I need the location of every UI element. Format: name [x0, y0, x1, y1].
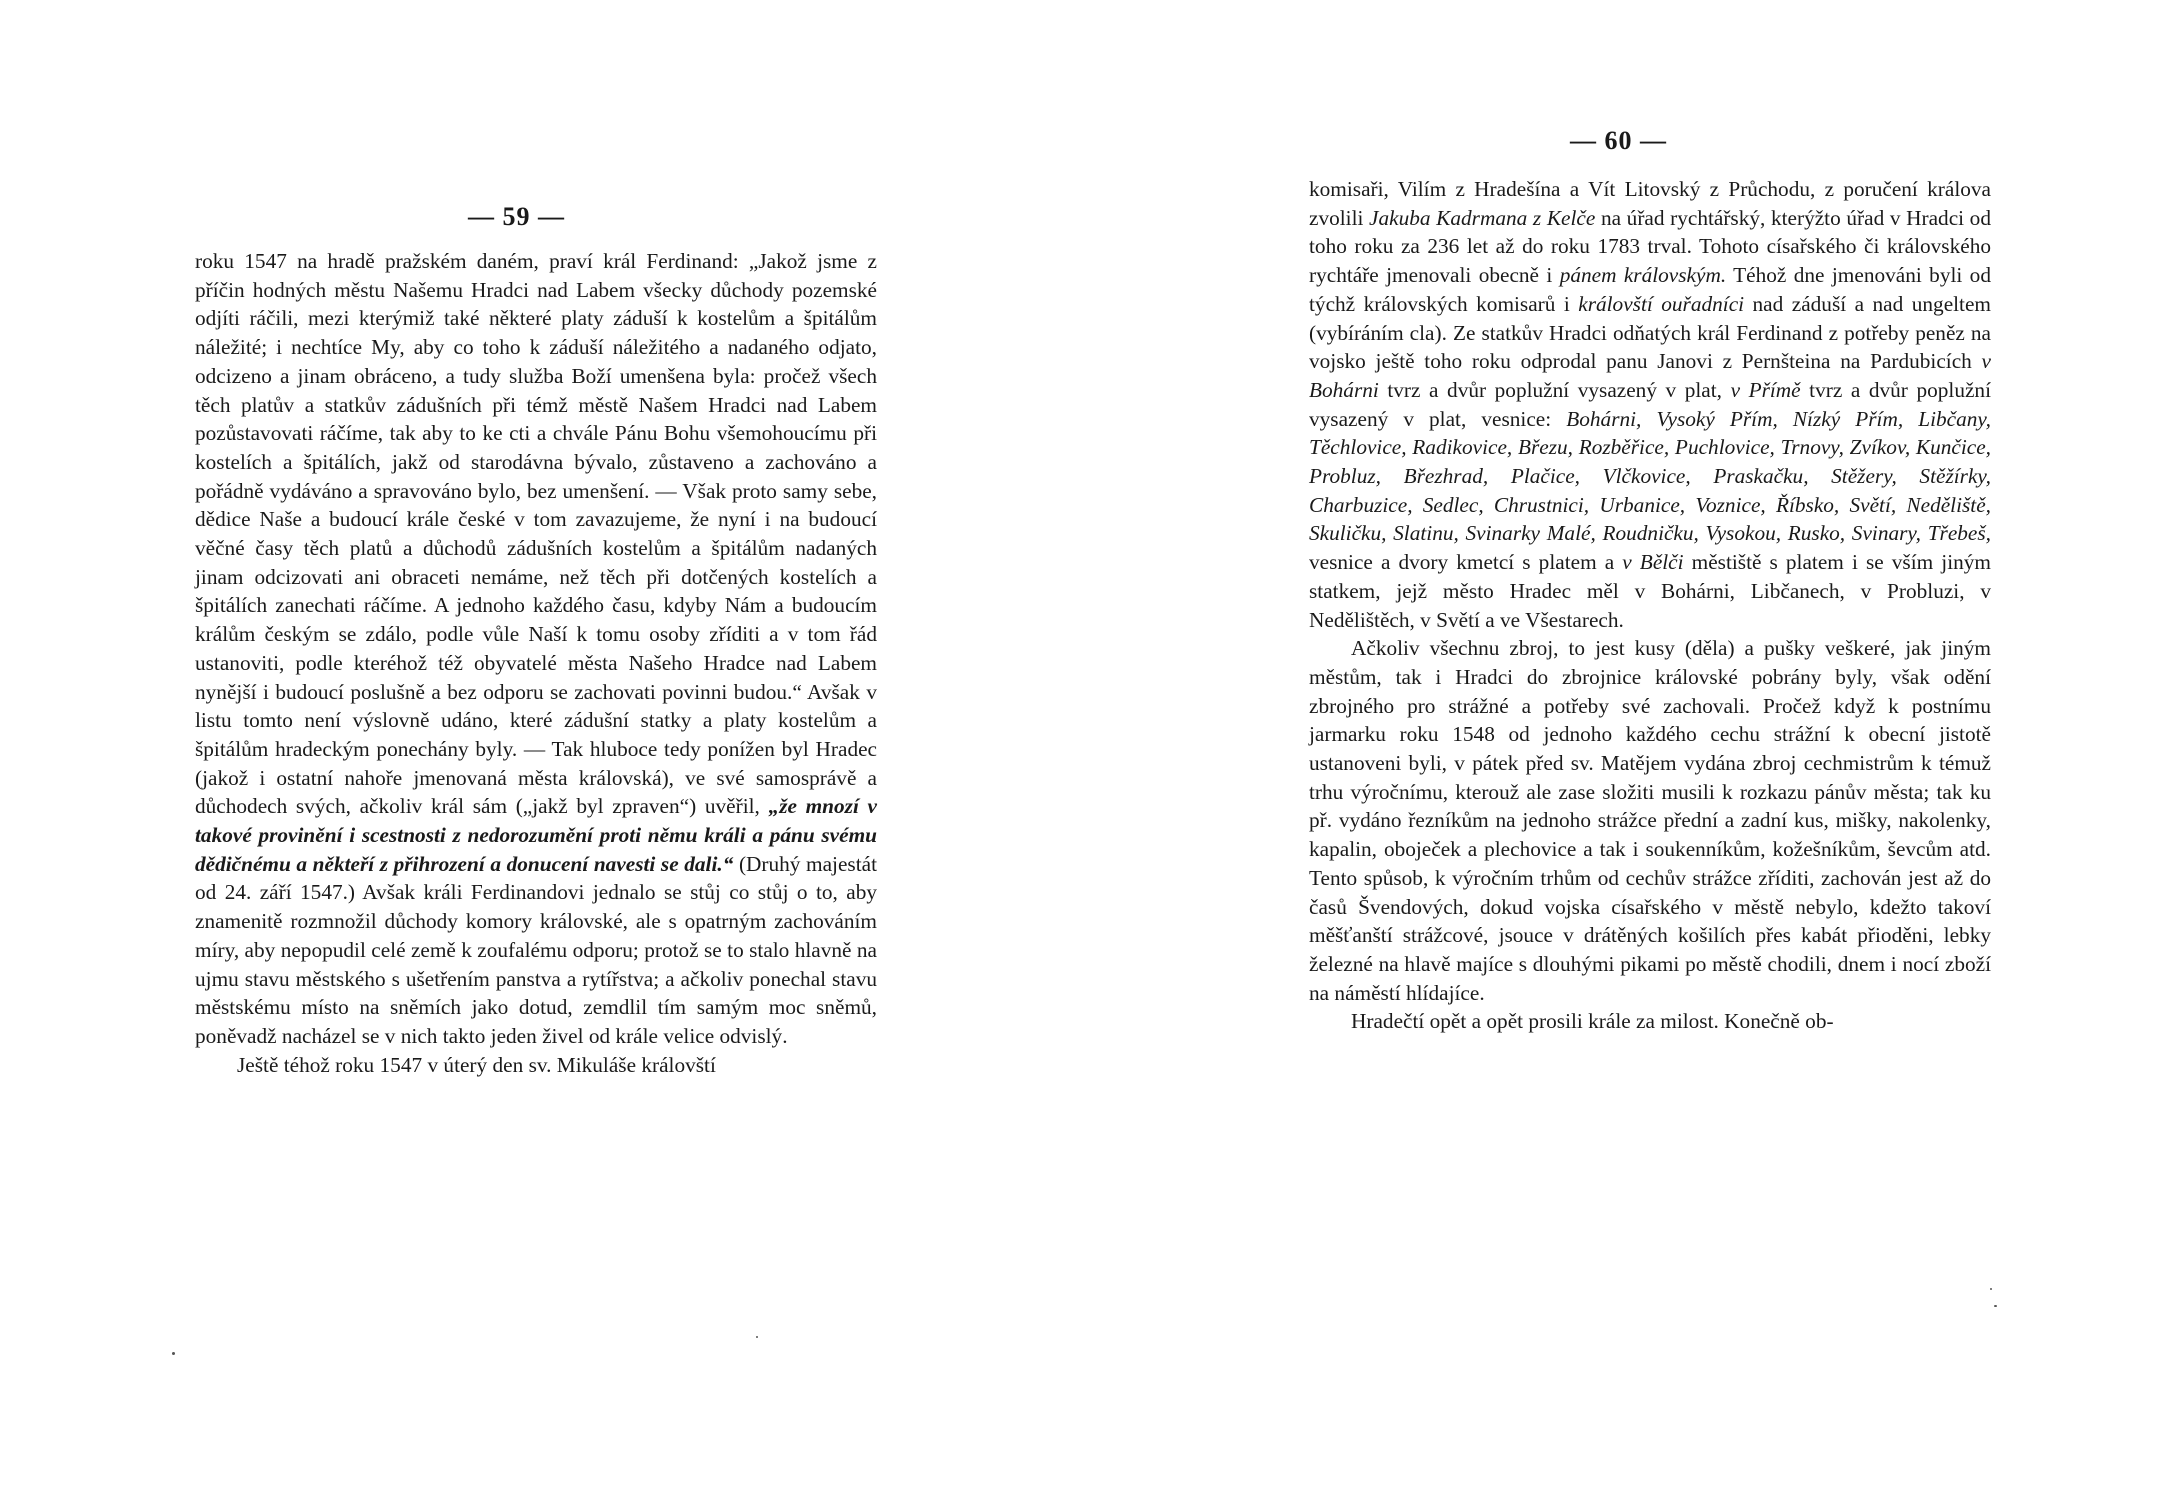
- scan-speck: [1990, 1288, 1992, 1290]
- left-page-text: [195, 247, 877, 1079]
- page-number-60: — 60 —: [1570, 126, 1667, 155]
- page-number-59: — 59 —: [468, 202, 565, 231]
- text-segment: královští ouřadníci: [1578, 291, 1745, 316]
- paragraph: [195, 1051, 877, 1080]
- text-segment: v Přímě: [1730, 377, 1801, 402]
- text-segment: Hradečtí opět a opět prosili krále za milost. Konečně ob-: [1351, 1009, 1834, 1034]
- text-segment: Ačkoliv všechnu zbroj, to jest kusy (děla) a pušky veškeré, jak jiným městům, tak i Hradci do zbrojnice královské pobrány byly, však odění zbrojného pro strážné a potřeby své zachovali. Pročež když k postnímu jarmarku roku 1548 od jednoho každého cechu strážní k obecní jistotě ustanoveni byli, v pátek před sv. Matějem vydána zbroj cechmistrům k témuž trhu výročnímu, kterouž ale zase složiti musili k rozkazu pánův města; tak ku př. vydáno řezníkům na jednoho strážce přední a zadní kus, mišky, nakolenky, kapalin, oboječek a plechovice a tak i soukenníkům, kožešníkům, ševcům atd. Tento spůsob, k výročním trhům od cechův strážce zříditi, zachován jest až do časů Švendových, dokud vojska císařského v městě nebylo, kdežto takoví měšťanští strážcové, jsouce v drátěných košilích přes kabát přioděni, lebky železné na hlavě majíce s dlouhými pikami po městě chodili, dnem i nocí zboží na náměstí hlídajíce.: [1309, 636, 1991, 1005]
- text-segment: roku 1547 na hradě pražském daném, praví král Ferdinand: „Jakož jsme z příčin hodných městu Našemu Hradci nad Labem všecky důchody pozemské odjíti ráčili, mezi kterýmiž také některé platy záduší k kostelům a špitálům náležité; i nechtíce My, aby co toho k záduší náležitého a nadaného odjato, odcizeno a jinam obráceno, a tudy služba Boží umenšena byla: pročež všech těch platův a statkův zádušních při témž městě Našem Hradci nad Labem pozůstavovati ráčíme, tak aby to ke cti a chvále Pánu Bohu všemohoucímu při kostelích a špitálích, jakž od starodávna bývalo, zůstaveno a zachováno a pořádně vydáváno a spravováno bylo, bez umenšení. — Však proto samy sebe, dědice Naše a budoucí krále české v tom zavazujeme, že nyní i na budoucí věčné časy těch platů a důchodů zádušních kostelům a špitálům nadaných jinam odcizovati ani obraceti nemáme, než těch při dotčených kostelích a špitálích zanechati ráčíme. A jednoho každého času, kdyby Nám a budoucím králům českým se zdálo, podle vůle Naší k tomu osoby zříditi a v tom řád ustanoviti, podle kteréhož též obyvatelé města Našeho Hradce nad Labem nynější i budoucí poslušně a bez odporu se zachovati povinni budou.“ Avšak v listu tomto není výslovně udáno, které zádušní statky a platy kostelům a špitálům hradeckým ponechány byly. — Tak hluboce tedy ponížen byl Hradec (jakož i ostatní nahoře jmenovaná města královská), ve své samosprávě a důchodech svých, ačkoliv král sám („jakž byl zpraven“) uvěřil,: [195, 249, 877, 819]
- text-segment: „že mnozí v takové provinění i scestnosti z nedorozumění proti němu králi a pánu svému dědičnému a někteří z přihrození a donucení navesti se dali.“: [195, 794, 877, 876]
- right-page: [1083, 0, 2166, 1500]
- scan-speck: [1994, 1305, 1997, 1307]
- paragraph: [1309, 634, 1991, 1007]
- text-segment: Jakuba Kadrmana z Kelče: [1369, 205, 1596, 230]
- right-page-text: [1309, 175, 1991, 1036]
- text-segment: městiště s platem i se vším jiným statkem, jejž město Hradec měl v Bohárni, Libčanech, v Probluzi, v Nedělištěch, v Světí a ve Všestarech.: [1309, 550, 1991, 632]
- text-segment: nad záduší a nad ungeltem (vybíráním cla). Ze statkův Hradci odňatých král Ferdinand z potřeby peněz na vojsko ještě toho roku odprodal panu Janovi z Pernšteina na Pardubicích: [1309, 291, 1991, 374]
- paragraph: [195, 247, 877, 1051]
- text-segment: Ještě téhož roku 1547 v úterý den sv. Mikuláše královští: [237, 1052, 716, 1077]
- scan-speck: [172, 1352, 175, 1355]
- text-segment: Téhož dne jmenováni byli od týchž královských komisarů i: [1309, 263, 1991, 316]
- text-segment: tvrz a dvůr poplužní vysazený v plat, vesnice:: [1309, 377, 1991, 431]
- paragraph: [1309, 175, 1991, 634]
- text-segment: v Bohárni: [1309, 349, 1991, 402]
- scan-speck: [756, 1336, 758, 1338]
- text-segment: vesnice a dvory kmetcí s platem a: [1309, 550, 1623, 575]
- text-segment: tvrz a dvůr poplužní vysazený v plat,: [1378, 377, 1731, 402]
- text-segment: (Druhý majestát od 24. září 1547.) Avšak králi Ferdinandovi jednalo se stůj co stůj o to, aby znamenitě rozmnožil důchody komory královské, ale s opatrným zachováním míry, aby nepopudil celé země k zoufalému odporu; protož se to stalo hlavně na ujmu stavu městského s ušetřením panstva a rytířstva; a ačkoliv ponechal stavu městskému místo na sněmích jako dotud, zemdlil tím samým moc sněmů, poněvadž nacházel se v nich takto jeden živel od krále velice odvislý.: [195, 851, 878, 1048]
- text-segment: na úřad rychtářský, kterýžto úřad v Hradci od toho roku za 236 let až do roku 1783 trval. Tohoto císařského či královského rychtáře jmenovali obecně i: [1309, 205, 1991, 288]
- paragraph: [1309, 1007, 1991, 1036]
- text-segment: v Bělči: [1622, 550, 1684, 575]
- text-segment: pánem královským.: [1559, 263, 1727, 288]
- text-segment: Bohárni, Vysoký Přím, Nízký Přím, Libčany, Těchlovice, Radikovice, Březu, Rozběřice, Puchlovice, Trnovy, Zvíkov, Kunčice, Probluz, Březhrad, Plačice, Vlčkovice, Praskačku, Stěžery, Stěžírky, Charbuzice, Sedlec, Chrustnici, Urbanice, Voznice, Říbsko, Světí, Neděliště, Skuličku, Slatinu, Svinarky Malé, Roudničku, Vysokou, Rusko, Svinary, Třebeš,: [1309, 406, 1991, 546]
- text-segment: komisaři, Vilím z Hradešína a Vít Litovský z Průchodu, z poručení králova zvolili: [1309, 177, 1991, 230]
